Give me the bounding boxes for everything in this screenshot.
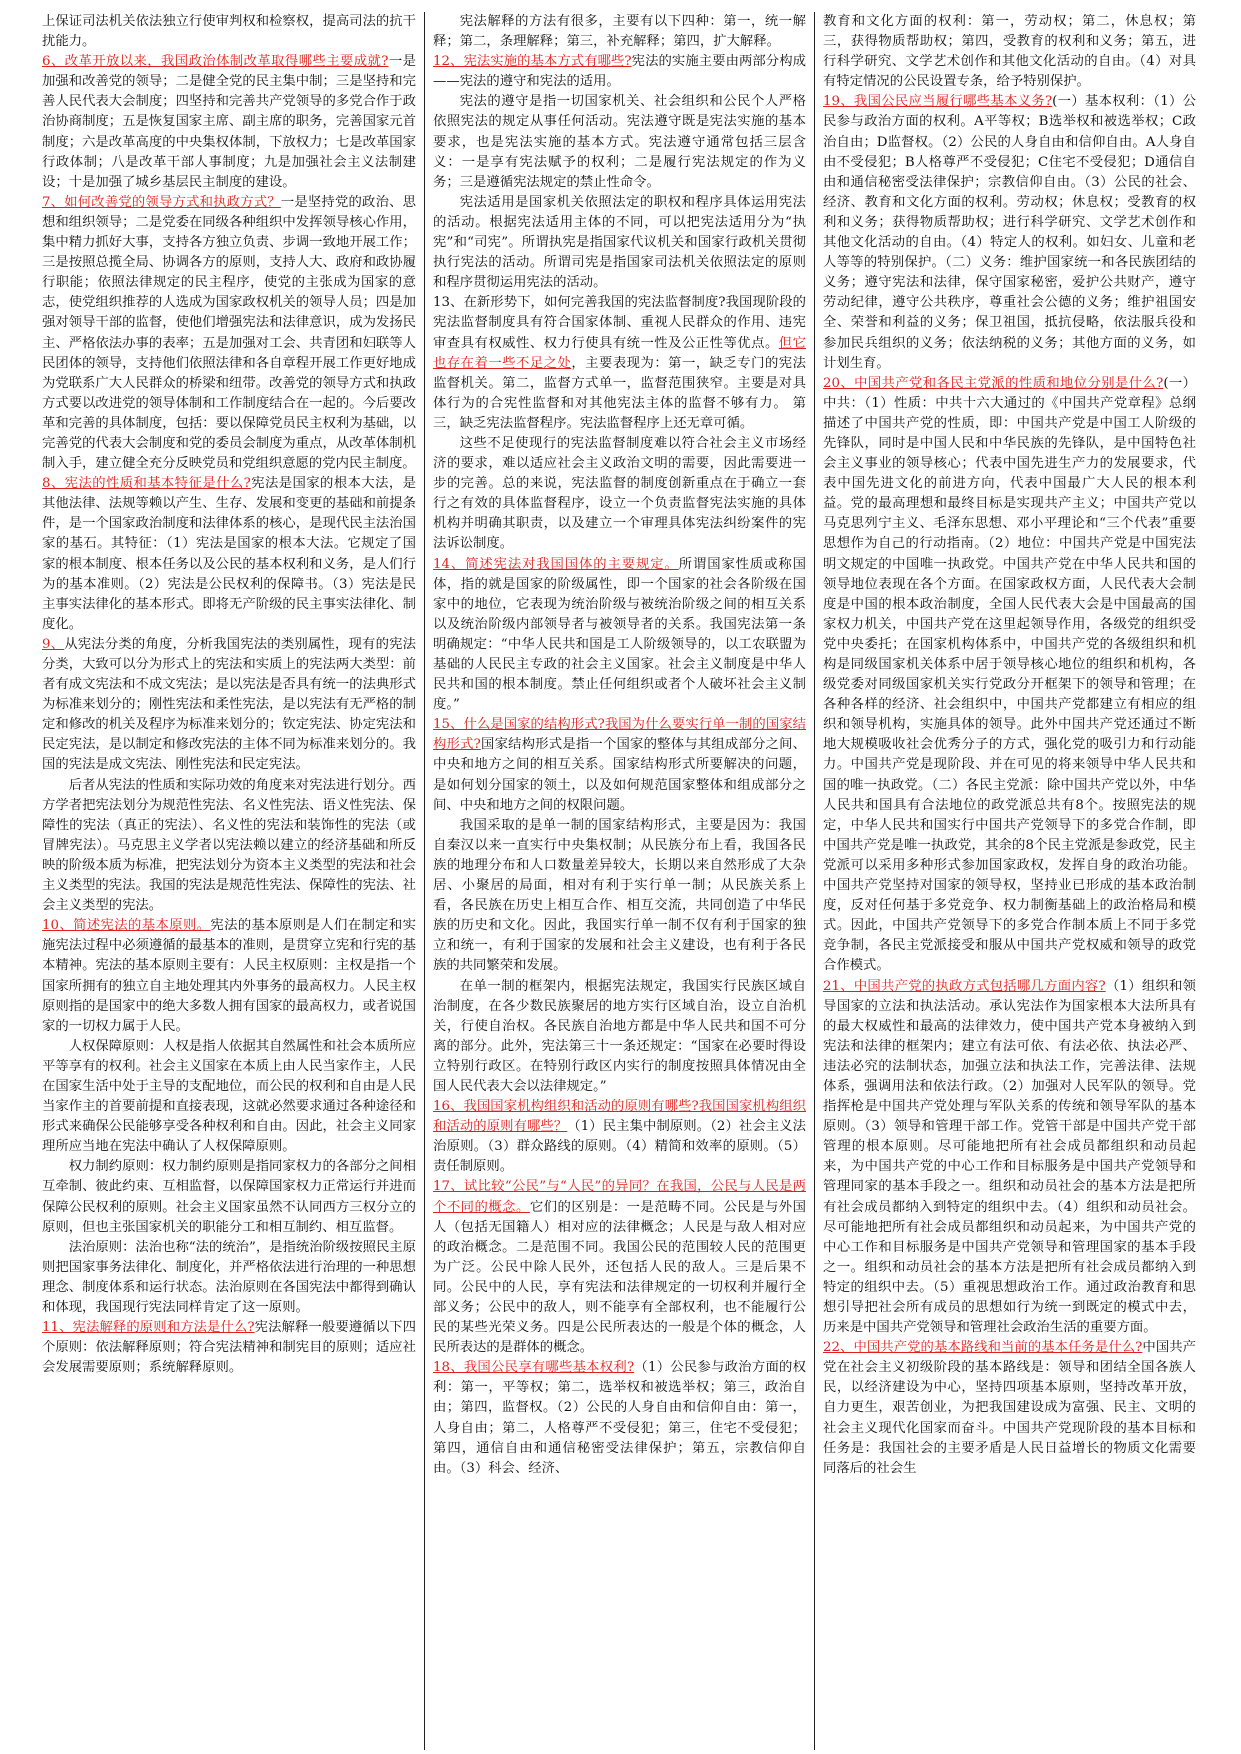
paragraph-text: 宪法适用是国家机关依照法定的职权和程序具体运用宪法的活动。根据宪法适用主体的不同，可以把宪法适用分为“执宪”和“司宪”。所谓执宪是指国家代议机关和国家行政机关贯彻执行宪法的活动。所谓司宪是指国家司法机关依照法定的原则和程序贯彻运用宪法的活动。: [433, 194, 806, 291]
question-heading: 6、改革开放以来，我国政治体制改革取得哪些主要成就?: [42, 54, 389, 70]
paragraph-text: 权力制约原则：权力制约原则是指同家权力的各部分之间相互牵制、彼此约束、互相监督，以保障国家权力正常运行并进而保障公民权利的原则。社会主义国家虽然不认同西方三权分立的原则，但也主张国家机关的职能分工和相互制约、相互监督。: [42, 1159, 416, 1235]
question-heading: 8、宪法的性质和基本特征是什么?: [42, 476, 251, 492]
paragraph-text: 宪法是国家的根本大法，是其他法律、法规等赖以产生、生存、发展和变更的基础和前提条件，是一个国家政治制度和法律体系的核心，是现代民主法治国家的基石。其特征：（1）宪法是国家的根本大法。它规定了国家的根本制度、根本任务以及公民的基本权利和义务，是人们行为的基本准则。（2）宪法是公民权利的保障书。（3）宪法是民主事实法律化的基本形式。即将无产阶级的民主事实法律化、制度化。: [42, 476, 416, 632]
paragraph-text: 一是坚持党的政治、思想和组织领导；二是党委在同级各种组织中发挥领导核心作用，集中精力抓好大事，支持各方独立负责、步调一致地开展工作；三是按照总揽全局、协调各方的原则，支持人大、政府和政协履行职能；依照法律规定的民主程序，使党的主张成为国家的意志，使党组织推荐的人选成为国家政权机关的领导人员；四是加强对领导干部的监督，使他们增强宪法和法律意识，成为发扬民主、严格依法办事的表率；五是加强对工会、共青团和妇联等人民团体的领导，支持他们依照法律和各自章程开展工作更好地成为党联系广大人民群众的桥梁和纽带。改善党的领导方式和执政方式要以改进党的领导体制和工作制度结合在一起的。今后要改革和完善的具体制度，包括：要以保障党员民主权利为基础，以完善党的代表大会制度和党的委员会制度为重点，从改革体制机制入手，建立健全充分反映党员和党组织意愿的党内民主制度。: [42, 194, 416, 472]
body-paragraph: [433, 92, 806, 192]
paragraph-text: 宪法的基本原则是人们在制定和实施宪法过程中必须遵循的最基本的准则，是贯穿立宪和行宪的基本精神。宪法的基本原则主要有：人民主权原则：主权是指一个国家所拥有的独立自主地处理其内外事务的最高权力。人民主权原则指的是国家中的绝大多数人拥有国家的最高权力，或者说国家的一切权力属于人民。: [42, 918, 416, 1034]
question-heading: 21、中国共产党的执政方式包括哪几方面内容?: [823, 978, 1106, 994]
body-paragraph: [42, 1037, 416, 1158]
question-heading: 10、简述宪法的基本原则。: [42, 918, 211, 934]
question-heading: 17、试比较“公民”与“人民”的异同？在我国，公民与人民是两个不同的概念。: [433, 1179, 806, 1215]
paragraph-text: 所谓国家性质或称国体，指的就是国家的阶级属性，即一个国家的社会各阶级在国家中的地位，它表现为统治阶级与被统治阶级之间的相互关系以及统治阶级内部领导者与被领导者的关系。我国宪法第一条明确规定：“中华人民共和国是工人阶级领导的，以工农联盟为基础的人民民主专政的社会主义国家。社会主义制度是中华人民共和国的根本制度。禁止任何组织或者个人破坏社会主义制度。”: [433, 556, 806, 713]
paragraph-text: (一）基本权利：（1）公民参与政治方面的权利。A平等权；B选举权和被选举权；C政治自由；D监督权。（2）公民的人身自由和信仰自由。A人身自由不受侵犯；B人格尊严不受侵犯；C住宅不受侵犯；D通信自由和通信秘密受法律保护；宗教信仰自由。（3）公民的社会、经济、教育和文化方面的权利。劳动权；休息权；受教育的权利和义务；获得物质帮助权；进行科学研究、文学艺术创作和其他文化活动的自由。（4）特定人的权利。如妇女、儿童和老人等等的特别保护。（二）义务：维护国家统一和各民族团结的义务；遵守宪法和法律，保守国家秘密，爱护公共财产，遵守劳动纪律，遵守公共秩序，尊重社会公德的义务；维护祖国安全、荣誉和利益的义务；保卫祖国，抵抗侵略，依法服兵役和参加民兵组织的义务；依法纳税的义务；其他方面的义务，如计划生育。: [823, 94, 1196, 371]
body-paragraph: [42, 1238, 416, 1318]
paragraph-text: 这些不足使现行的宪法监督制度难以符合社会主义市场经济的要求，难以适应社会主义政治文明的需要，因此需要进一步的完善。总的来说，宪法监督的制度创新重点在于确立一套行之有效的具体监督程序，设立一个负责监督宪法实施的具体机构并明确其职责，以及建立一个审理具体宪法纠纷案件的宪法诉讼制度。: [433, 435, 806, 552]
paragraph-text: 宪法的遵守是指一切国家机关、社会组织和公民个人严格依照宪法的规定从事任何活动。宪法遵守既是宪法实施的基本要求，也是宪法实施的基本方式。宪法遵守通常包括三层含义：一是享有宪法赋予的权利；二是履行宪法规定的作为义务；三是遵循宪法规定的禁止性命令。: [433, 94, 806, 190]
question-paragraph: [42, 916, 416, 1037]
highlighted-phrase: 但它也存在着一些不足之处: [433, 335, 806, 371]
question-heading: 9、: [42, 636, 65, 652]
body-paragraph: [433, 816, 806, 977]
question-heading: 14、简述宪法对我国国体的主要规定。: [433, 556, 679, 572]
body-paragraph: [433, 434, 806, 555]
body-paragraph: [433, 977, 806, 1098]
paragraph-text: 教育和文化方面的权利：第一，劳动权；第二，休息权；第三，获得物质帮助权；第四，受教育的权利和义务；第五，进行科学研究、文学艺术创作和其他文化活动的自由。（4）对具有特定情况的公民设置专条，给予特别保护。: [823, 14, 1196, 90]
question-paragraph: [433, 52, 806, 92]
paragraph-text: 一是加强和改善党的领导；二是健全党的民主集中制；三是坚持和完善人民代表大会制度；四坚持和完善共产党领导的多党合作于政治协商制度；五是恢复国家主席、副主席的职务，完善国家元首制度；六是改革高度的中央集权体制，下放权力；七是改革国家行政体制；八是改革干部人事制度；九是加强社会主义法制建设；十是加强了城乡基层民主制度的建设。: [42, 54, 416, 190]
question-heading: 15、什么是国家的结构形式?我国为什么要实行单一制的国家结构形式?: [433, 717, 806, 753]
question-heading: 11、宪法解释的原则和方法是什么?: [42, 1320, 255, 1336]
question-heading: 22、中国共产党的基本路线和当前的基本任务是什么?: [823, 1340, 1143, 1356]
paragraph-text: 国家结构形式是指一个国家的整体与其组成部分之间、中央和地方之间的相互关系。国家结构形式所要解决的问题，是如何划分国家的领土，以及如何规范国家整体和组成部分之间、中央和地方之间的权限问题。: [433, 737, 806, 813]
paragraph-text: (一）中共：（1）性质：中共十六大通过的《中国共产党章程》总纲描述了中国共产党的性质，即：中国共产党是中国工人阶级的先锋队，同时是中国人民和中华民族的先锋队，是中国特色社会主义事业的领导核心；代表中国先进生产力的发展要求，代表中国先进文化的前进方向，代表中国最广大人民的根本利益。党的最高理想和最终目标是实现共产主义；中国共产党以马克思列宁主义、毛泽东思想、邓小平理论和“三个代表”重要思想作为自己的行动指南。（2）地位：中国共产党是中国宪法明文规定的中国唯一执政党。中国共产党在中华人民共和国的领导地位表现在各个方面。在国家政权方面，人民代表大会制度是中国的根本政治制度，全国人民代表大会是中国最高的国家权力机关，中国共产党在这里起领导作用，各级党的组织受党中央委托；在国家机构体系中，中国共产党的各级组织和机构是同级国家机关体系中居于领导核心地位的组织和机构，各级党委对同级国家机关实行党政分开框架下的领导和管理；在各种各样的经济、社会组织中，中国共产党都建立有相应的组织和领导机构，实施具体的领导。此外中国共产党还通过不断地大规模吸收社会优秀分子的方式，强化党的吸引力和行动能力。中国共产党是现阶段、并在可见的将来领导中华人民共和国的唯一执政党。（二）各民主党派：除中国共产党以外，中华人民共和国具有合法地位的政党派总共有8个。按照宪法的规定，中华人民共和国实行中国共产党领导下的多党合作制，即中国共产党是唯一执政党，其余的8个民主党派是参政党，民主党派可以采用多种形式参加国家政权，发挥自身的政治功能。中国共产党坚持对国家的领导权，坚持业已形成的基本政治制度，反对任何基于多党竞争、权力制衡基础上的政治格局和模式。因此，中国共产党领导下的多党合作制本质上不同于多党竞争制，各民主党派接受和服从中国共产党权威和领导的政党合作模式。: [823, 375, 1196, 974]
paragraph-text: 上保证司法机关依法独立行使审判权和检察权，提高司法的抗干扰能力。: [42, 14, 416, 50]
paragraph-text: 法治原则：法治也称“法的统治”，是指统治阶级按照民主原则把国家事务法律化、制度化，并严格依法进行治理的一种思想理念、制度体系和运行状态。法治原则在各国宪法中都得到确认和体现，我国现行宪法同样肯定了这一原则。: [42, 1239, 416, 1315]
body-paragraph: [433, 193, 806, 293]
question-heading: 19、我国公民应当履行哪些基本义务?: [823, 94, 1053, 110]
paragraph-text: 13、在新形势下，如何完善我国的宪法监督制度?我国现阶段的宪法监督制度具有符合国家体制、重视人民群众的作用、违宪审查具有权威性、权力行使具有统一性及公正性等优点。: [433, 295, 806, 351]
question-paragraph: [42, 193, 416, 474]
question-paragraph: [823, 1338, 1196, 1479]
paragraph-text: （1）民主集中制原则。（2）社会主义法治原则。（3）群众路线的原则。（4）精简和效率的原则。（5）责任制原则。: [433, 1119, 806, 1175]
body-paragraph: [42, 12, 416, 52]
question-paragraph: [433, 1358, 806, 1479]
question-paragraph: [42, 52, 416, 193]
body-paragraph: [42, 1157, 416, 1237]
question-heading: 12、宪法实施的基本方式有哪些?: [433, 54, 632, 70]
paragraph-text: 它们的区别是：一是范畴不同。公民是与外国人（包括无国籍人）相对应的法律概念；人民是与敌人相对应的政治概念。二是范围不同。我国公民的范围较人民的范围更为广泛。公民中除人民外，还包括人民的敌人。三是后果不同。公民中的人民，享有宪法和法律规定的一切权利并履行全部义务；公民中的敌人，则不能享有全部权利，也不能履行公民的某些光荣义务。四是公民所表达的一般是个体的概念，人民所表达的是群体的概念。: [433, 1199, 806, 1356]
column-1: [34, 12, 424, 1750]
paragraph-text: 宪法解释的方法有很多，主要有以下四种：第一，统一解释；第二，条理解释；第三，补充解释；第四，扩大解释。: [433, 14, 806, 50]
body-paragraph: [42, 776, 416, 917]
paragraph-text: 在单一制的框架内，根据宪法规定，我国实行民族区域自治制度，在各少数民族聚居的地方实行区域自治，设立自治机关，行使自治权。各民族自治地方都是中华人民共和国不可分离的部分。此外，宪法第三十一条还规定：“国家在必要时得设立特别行政区。在特别行政区内实行的制度按照具体情况由全国人民代表大会以法律规定。”: [433, 978, 806, 1094]
question-paragraph: [823, 374, 1196, 977]
question-heading: 16、我国国家机构组织和活动的原则有哪些?我国国家机构组织和活动的原则有哪些？: [433, 1099, 806, 1135]
paragraph-text: （1）公民参与政治方面的权利：第一，平等权；第二，选举权和被选举权；第三，政治自由；第四，监督权。（2）公民的人身自由和信仰自由：第一，人身自由；第二，人格尊严不受侵犯；第三，住宅不受侵犯；第四，通信自由和通信秘密受法律保护；第五，宗教信仰自由。（3）科会、经济、: [433, 1360, 806, 1476]
question-paragraph: [42, 474, 416, 635]
paragraph-text: （1）组织和领导国家的立法和执法活动。承认宪法作为国家根本大法所具有的最大权威性和最高的法律效力，使中国共产党本身被纳入到宪法和法律的框架内；建立有法可依、有法必依、执法必严、违法必究的法制状态，加强立法和执法工作，完善法律、法规体系，强调用法和依法行政。（2）加强对人民军队的领导。党指挥枪是中国共产党处理与军队关系的传统和领导军队的基本原则。（3）领导和管理干部工作。党管干部是中国共产党干部管理的根本原则。尽可能地把所有社会成员都组织和动员起来，为中国共产党的中心工作和目标服务是中国共产党领导和管理同家的基本手段之一。组织和动员社会的基本方法是把所有社会成员都纳入到特定的组织中去。（4）组织和动员社会。尽可能地把所有社会成员都组织和动员起来，为中国共产党的中心工作和目标服务是中国共产党领导和管理国家的基本手段之一。组织和动员社会的基本方法是把所有社会成员都纳入到特定的组织中去。（5）重视思想政治工作。通过政治教育和思想引导把社会所有成员的思想如行为统一到既定的模式中去，历来是中国共产党领导和管理社会政治生活的重要方面。: [823, 978, 1196, 1336]
body-paragraph: [433, 293, 806, 434]
question-heading: 7、如何改善党的领导方式和执政方式？: [42, 194, 281, 210]
paragraph-text: ，主要表现为：第一，缺乏专门的宪法监督机关。第二，监督方式单一，监督范围狭窄。主要是对具体行为的合宪性监督和对其他宪法主体的监督不够有力。 第三，缺乏宪法监督程序。宪法监督程序上还无章可循。: [433, 355, 806, 431]
question-paragraph: [42, 1318, 416, 1378]
question-paragraph: [433, 1097, 806, 1177]
question-paragraph: [433, 715, 806, 815]
question-heading: 20、中国共产党和各民主党派的性质和地位分别是什么?: [823, 375, 1164, 391]
paragraph-text: 我国采取的是单一制的国家结构形式，主要是因为：我国自秦汉以来一直实行中央集权制；从民族分布上看，我国各民族的地理分布和人口数量差异较大，长期以来自然形成了大杂居、小聚居的局面，相对有利于实行单一制；从民族关系上看，各民族在历史上相互合作、相互交流，共同创造了中华民族的历史和文化。因此，我国实行单一制不仅有利于国家的独立和统一，有利于国家的发展和社会主义建设，也有利于各民族的共同繁荣和发展。: [433, 817, 806, 974]
body-paragraph: [433, 12, 806, 52]
paragraph-text: 后者从宪法的性质和实际功效的角度来对宪法进行划分。西方学者把宪法划分为规范性宪法、名义性宪法、语义性宪法、保障性的宪法（真正的宪法）、名义性的宪法和装饰性的宪法（或冒牌宪法）。马克思主义学者以宪法赖以建立的经济基础和所反映的阶级本质为标准，把宪法划分为资本主义类型的宪法和社会主义类型的宪法。我国的宪法是规范性宪法、保障性的宪法、社会主义类型的宪法。: [42, 777, 416, 914]
paragraph-text: 人权保障原则：人权是指人依据其自然属性和社会本质所应平等享有的权利。社会主义国家在本质上由人民当家作主，人民在国家生活中处于主导的支配地位，而公民的权利和自由是人民当家作主的首要前提和直接表现，这就必然要求通过各种途径和形式来确保公民能够享受各种权利和自由。因此，社会主义同家理所应当地在宪法中确认了人权保障原则。: [42, 1038, 416, 1155]
column-3: [814, 12, 1204, 1750]
paragraph-text: 从宪法分类的角度，分析我国宪法的类别属性，现有的宪法分类，大致可以分为形式上的宪法和实质上的宪法两大类型：前者有成文宪法和不成文宪法；是以宪法是否具有统一的法典形式为标准来划分的；刚性宪法和柔性宪法，是以宪法有无严格的制定和修改的机关及程序为标准来划分的；钦定宪法、协定宪法和民定宪法，是以制定和修改宪法的主体不同为标准来划分的。我国的宪法是成文宪法、刚性宪法和民定宪法。: [42, 636, 416, 773]
question-paragraph: [433, 555, 806, 716]
column-2: [424, 12, 814, 1750]
paragraph-text: 中国共产党在社会主义初级阶段的基本路线是：领导和团结全国各族人民，以经济建设为中心，坚持四项基本原则，坚持改革开放，自力更生，艰苦创业，为把我国建设成为富强、民主、文明的社会主义现代化国家而奋斗。中国共产党现阶段的基本目标和任务是：我国社会的主要矛盾是人民日益增长的物质文化需要同落后的社会生: [823, 1340, 1196, 1476]
question-paragraph: [433, 1177, 806, 1358]
question-paragraph: [823, 977, 1196, 1339]
question-heading: 18、我国公民享有哪些基本权利?: [433, 1360, 635, 1376]
paragraph-text: 宪法的实施主要由两部分构成——宪法的遵守和宪法的适用。: [433, 54, 806, 90]
paragraph-text: 宪法解释一般要遵循以下四个原则：依法解释原则；符合宪法精神和制宪目的原则；适应社会发展需要原则；系统解释原则。: [42, 1320, 416, 1376]
question-paragraph: [823, 92, 1196, 373]
body-paragraph: [823, 12, 1196, 92]
question-paragraph: [42, 635, 416, 776]
